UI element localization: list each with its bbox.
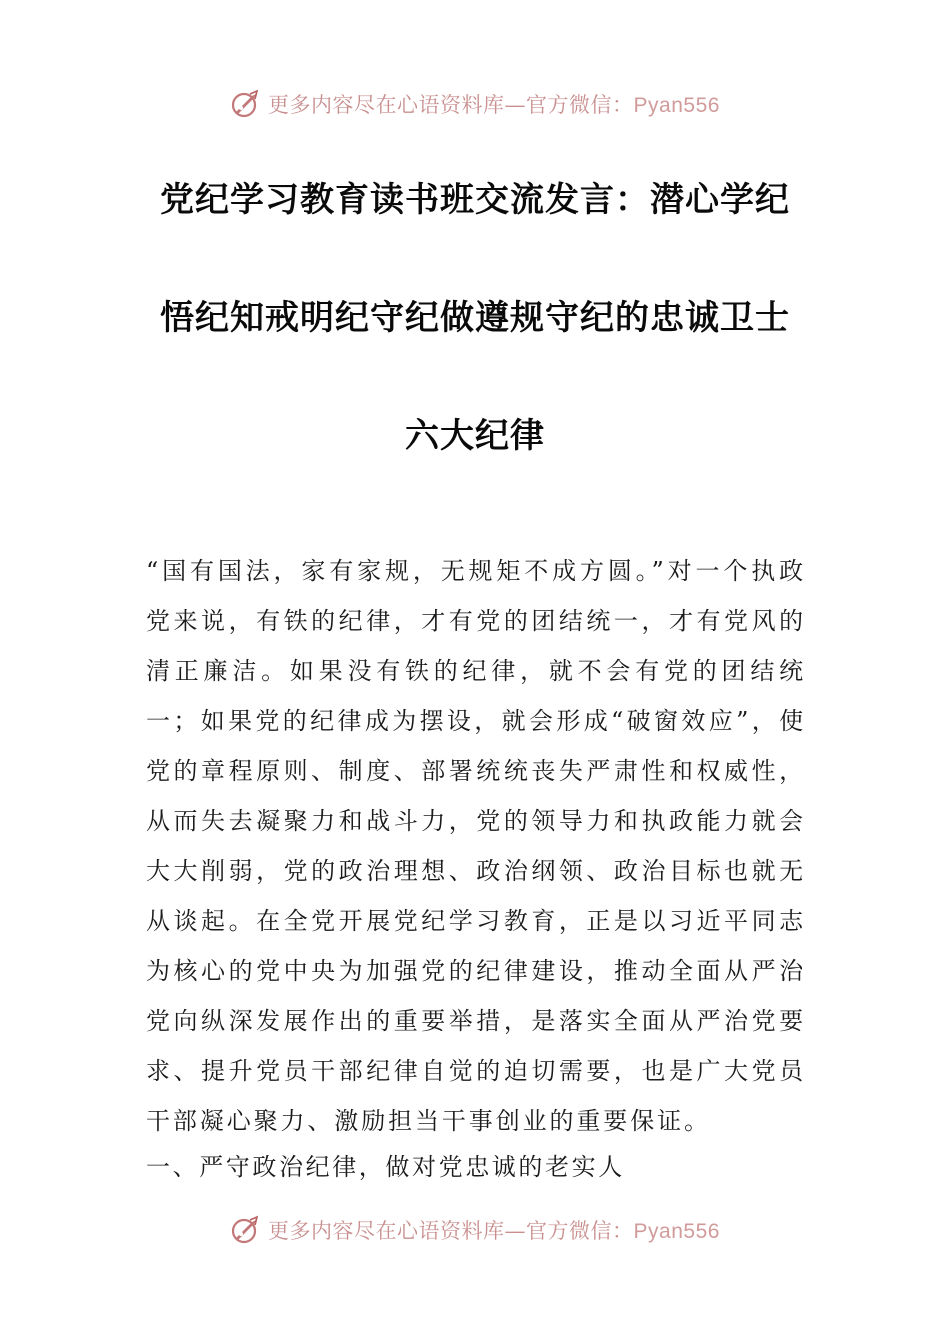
watermark-text xyxy=(268,89,720,119)
title-line-1: 党纪学习教育读书班交流发言：潜心学纪 xyxy=(160,180,790,220)
section-heading: 一、严守政治纪律，做对党忠诚的老实人 xyxy=(146,1153,625,1181)
pen-logo-icon xyxy=(230,1214,262,1246)
title-line-2: 悟纪知戒明纪守纪做遵规守纪的忠诚卫士 xyxy=(160,298,790,338)
document-body xyxy=(146,546,806,1146)
watermark-text xyxy=(268,1215,720,1245)
intro-paragraph: “国有国法，家有家规，无规矩不成方圆。”对一个执政党来说，有铁的纪律，才有党的团结统一，才有党风的清正廉洁。如果没有铁的纪律，就不会有党的团结统一；如果党的纪律成为摆设，就会形成“破窗效应”，使党的章程原则、制度、部署统统丧失严肃性和权威性，从而失去凝聚力和战斗力，党的领导力和执政能力就会大大削弱，党的政治理想、政治纲领、政治目标也就无从谈起。在全党开展党纪学习教育，正是以习近平同志为核心的党中央为加强党的纪律建设，推动全面从严治党向纵深发展作出的重要举措，是落实全面从严治党要求、提升党员干部纪律自觉的迫切需要，也是广大党员干部凝心聚力、激励担当干事创业的重要保证。 xyxy=(146,557,806,1135)
watermark-site-text: 更多内容尽在心语资料库—官方微信： xyxy=(268,93,634,117)
watermark-wechat-id: Pyan556 xyxy=(633,1220,720,1243)
title-line-3: 六大纪律 xyxy=(405,416,545,456)
watermark-wechat-id: Pyan556 xyxy=(633,94,720,117)
pen-logo-icon xyxy=(230,88,262,120)
watermark-site-text: 更多内容尽在心语资料库—官方微信： xyxy=(268,1219,634,1243)
document-title xyxy=(0,160,950,514)
footer-watermark xyxy=(0,1208,950,1252)
header-watermark xyxy=(0,82,950,126)
